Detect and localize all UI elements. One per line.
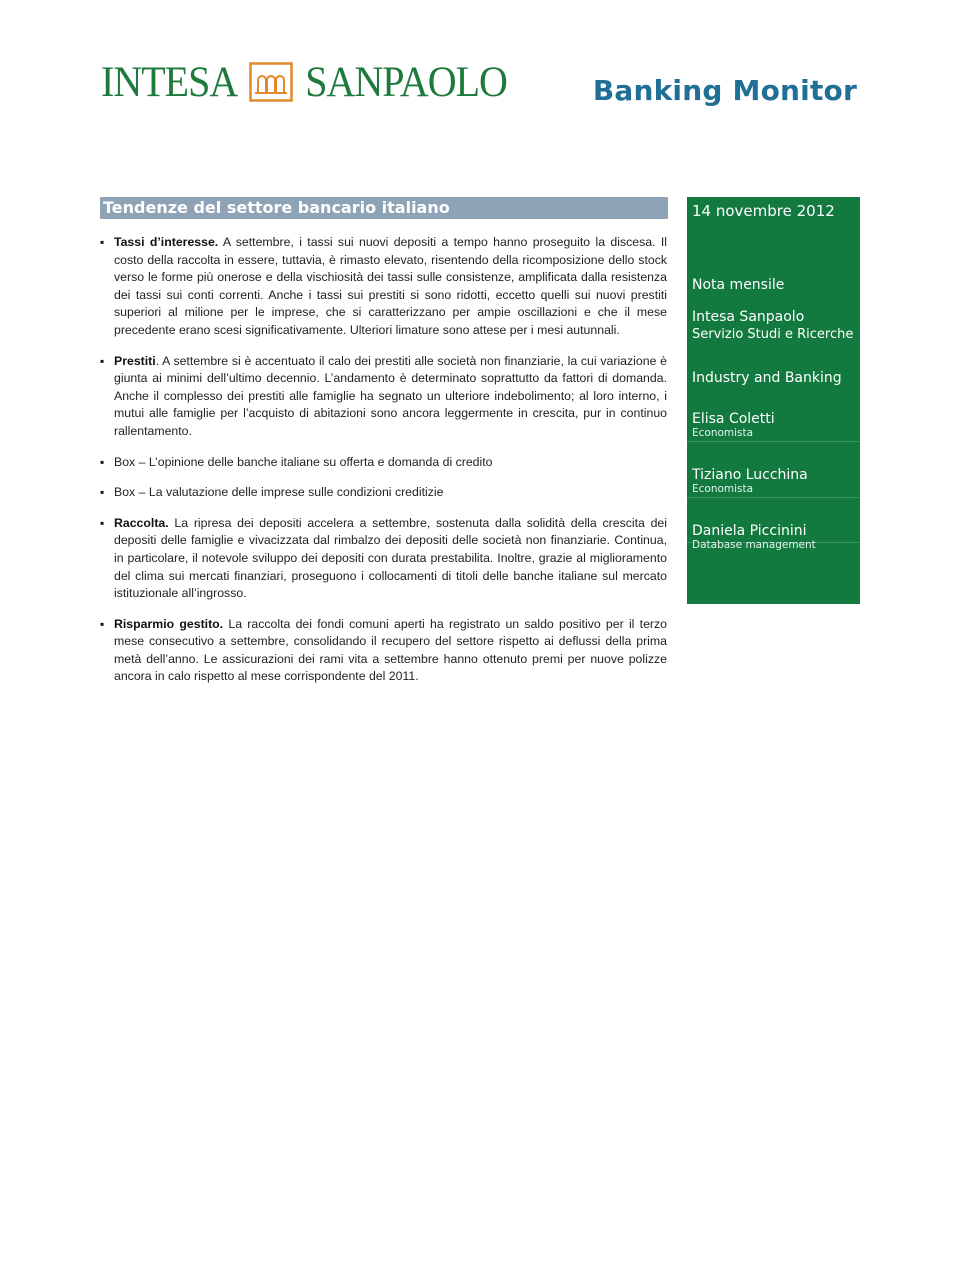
author-entry bbox=[692, 411, 860, 440]
bullet-icon: ▪ bbox=[100, 616, 105, 631]
box-link: Box – L’opinione delle banche italiane su offerta e domanda di credito bbox=[114, 454, 493, 469]
list-item bbox=[100, 484, 667, 502]
bullet-text bbox=[114, 454, 667, 472]
bullet-text bbox=[114, 353, 667, 441]
bullet-text bbox=[114, 234, 667, 340]
bullet-paragraph: La ripresa dei depositi accelera a settembre, sostenuta dalla solidità della crescita dei depositi delle famiglie e vivacizzata dal rimbalzo dei depositi delle società non finanziarie. Continua, in particolare, il notevole sviluppo dei depositi con durata prestabilita. Inoltre, grazie al miglioramento del clima sui mercati finanziari, proseguono i collocamenti di titoli delle banche italiane sul mercato istituzionale all’ingrosso. bbox=[114, 515, 667, 601]
bullet-icon: ▪ bbox=[100, 454, 105, 469]
bullet-text bbox=[114, 484, 667, 502]
bullet-text bbox=[114, 515, 667, 603]
bullet-icon: ▪ bbox=[100, 353, 105, 368]
logo-text-right: SANPAOLO bbox=[305, 57, 507, 106]
divider bbox=[687, 497, 860, 498]
publication-date: 14 novembre 2012 bbox=[692, 202, 835, 220]
logo-text-left: INTESA bbox=[101, 57, 238, 106]
bullet-heading: Prestiti bbox=[114, 353, 156, 368]
bullet-text bbox=[114, 616, 667, 686]
logo-arches-icon bbox=[249, 62, 293, 102]
divider bbox=[687, 542, 860, 543]
bullet-icon: ▪ bbox=[100, 485, 105, 500]
list-item bbox=[100, 515, 667, 603]
organization bbox=[692, 309, 853, 343]
summary-list bbox=[100, 234, 667, 699]
author-name: Daniela Piccinini bbox=[692, 523, 807, 539]
research-area: Industry and Banking bbox=[692, 370, 842, 386]
bullet-heading: Raccolta. bbox=[114, 515, 169, 530]
bullet-paragraph: La raccolta dei fondi comuni aperti ha registrato un saldo positivo per il terzo mese consecutivo a settembre, consolidando il recupero del settore rispetto ai deflussi della prima metà dell’anno. Le assicurazioni dei rami vita a settembre hanno ottenuto premi per nuove polizze ancora in calo rispetto al mese corrispondente del 2011. bbox=[114, 616, 667, 684]
divider bbox=[687, 441, 860, 442]
box-link: Box – La valutazione delle imprese sulle condizioni creditizie bbox=[114, 485, 444, 500]
bullet-paragraph: . A settembre si è accentuato il calo dei prestiti alle società non finanziarie, la cui variazione è giunta ai minimi dell’ultimo decennio. L’andamento è determinato soprattutto da fattori di domanda. Anche il complesso dei prestiti alle famiglie ha segnato un ulteriore indebolimento; al loro interno, i mutui alle famiglie per l’acquisto di abitazioni sono ancora leggermente in crescita, pur in continuo rallentamento. bbox=[114, 353, 667, 438]
bullet-heading: Tassi d’interesse. bbox=[114, 235, 219, 249]
author-role: Economista bbox=[692, 483, 754, 495]
bullet-paragraph: A settembre, i tassi sui nuovi depositi a tempo hanno proseguito la discesa. Il costo della raccolta in essere, tuttavia, è rimasto elevato, risentendo della ricomposizione dello stock verso le forme più onerose e della vischiosità dei tassi sulle consistenze, amplificata dalla resistenza dei tassi sui conti correnti. Anche i tassi sui prestiti si sono ridotti, eccetto quelli sui nuovi prestiti superiori al milione per le imprese, che si caratterizzano per ampie oscillazioni e che il mese precedente erano scesi significativamente. Ulteriori limature sono attese per i mesi autunnali. bbox=[114, 235, 667, 337]
list-item bbox=[100, 234, 667, 340]
bullet-icon: ▪ bbox=[100, 235, 105, 249]
bullet-heading: Risparmio gestito. bbox=[114, 616, 224, 631]
brand-logo bbox=[101, 58, 507, 106]
info-sidebar bbox=[687, 197, 860, 604]
organization-name: Intesa Sanpaolo bbox=[692, 309, 805, 325]
organization-department: Servizio Studi e Ricerche bbox=[692, 327, 854, 342]
author-entry bbox=[692, 523, 860, 552]
list-item bbox=[100, 454, 667, 472]
author-name: Tiziano Lucchina bbox=[692, 467, 808, 483]
author-entry bbox=[692, 467, 860, 496]
author-name: Elisa Coletti bbox=[692, 411, 775, 427]
author-role: Database management bbox=[692, 539, 816, 551]
section-title: Tendenze del settore bancario italiano bbox=[100, 197, 668, 219]
list-item bbox=[100, 353, 667, 441]
publication-title: Banking Monitor bbox=[592, 74, 857, 107]
bullet-icon: ▪ bbox=[100, 515, 105, 530]
list-item bbox=[100, 616, 667, 686]
author-role: Economista bbox=[692, 427, 754, 439]
note-type: Nota mensile bbox=[692, 277, 785, 293]
